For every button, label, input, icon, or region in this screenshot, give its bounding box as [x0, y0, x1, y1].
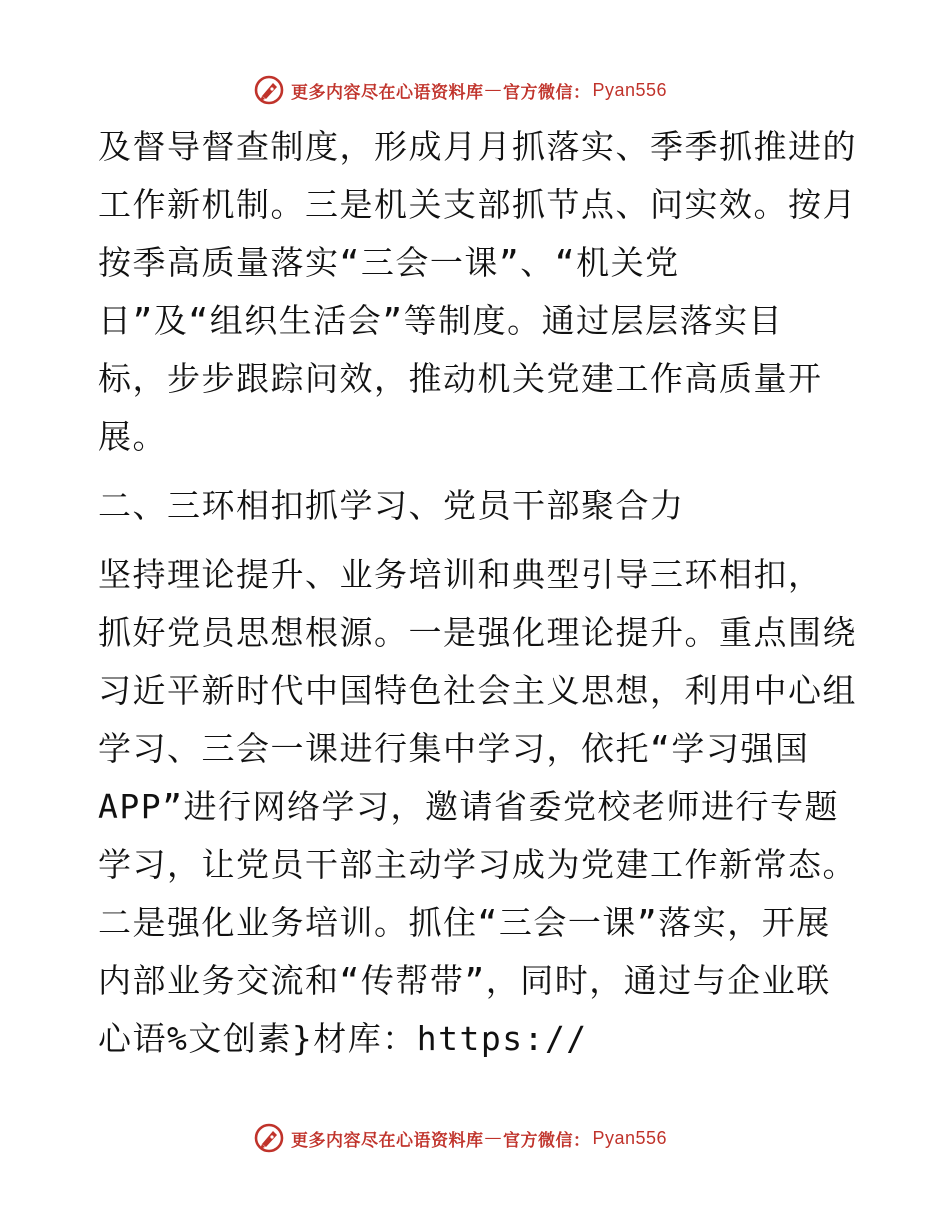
body-line: 展。 [98, 417, 167, 456]
banner-separator: — [484, 1128, 502, 1148]
body-line: 学习，让党员干部主动学习成为党建工作新常态。 [98, 845, 857, 884]
pen-nib-logo-icon [253, 74, 285, 106]
body-line: 及督导督查制度，形成月月抓落实、季季抓推进的 [98, 127, 857, 166]
body-line: 日”及“组织生活会”等制度。通过层层落实目 [98, 301, 784, 340]
body-line: 学习、三会一课进行集中学习，依托“学习强国 [98, 729, 810, 768]
banner-official-label: 官方微信： [502, 82, 591, 103]
body-line: 标，步步跟踪问效，推动机关党建工作高质量开 [98, 359, 823, 398]
body-line: 坚持理论提升、业务培训和典型引导三环相扣， [98, 555, 823, 594]
paragraph-gap [98, 535, 858, 546]
paragraph-gap [98, 466, 858, 477]
body-line: 习近平新时代中国特色社会主义思想，利用中心组 [98, 671, 857, 710]
banner-brand-text: 更多内容尽在心语资料库 [290, 1130, 484, 1151]
banner-wechat-id: Pyan556 [592, 79, 668, 100]
banner-official-label: 官方微信： [502, 1130, 591, 1151]
body-line: 按季高质量落实“三会一课”、“机关党 [98, 243, 680, 282]
body-line: 工作新机制。三是机关支部抓节点、问实效。按月 [98, 185, 857, 224]
document-body [98, 118, 858, 1068]
body-line: APP”进行网络学习，邀请省委党校老师进行专题 [98, 787, 839, 826]
footer-watermark-banner [0, 1118, 950, 1158]
body-line: 二是强化业务培训。抓住“三会一课”落实，开展 [98, 903, 831, 942]
body-line: 抓好党员思想根源。一是强化理论提升。重点围绕 [98, 613, 857, 652]
body-line-url: 心语%文创素}材库：https:// [98, 1019, 588, 1058]
body-line: 内部业务交流和“传帮带”，同时，通过与企业联 [98, 961, 831, 1000]
banner-wechat-id: Pyan556 [592, 1127, 668, 1148]
pen-nib-logo-icon [253, 1122, 285, 1154]
header-watermark-banner [0, 70, 950, 110]
section-heading: 二、三环相扣抓学习、党员干部聚合力 [98, 486, 685, 525]
banner-separator: — [484, 80, 502, 100]
banner-brand-text: 更多内容尽在心语资料库 [290, 82, 484, 103]
